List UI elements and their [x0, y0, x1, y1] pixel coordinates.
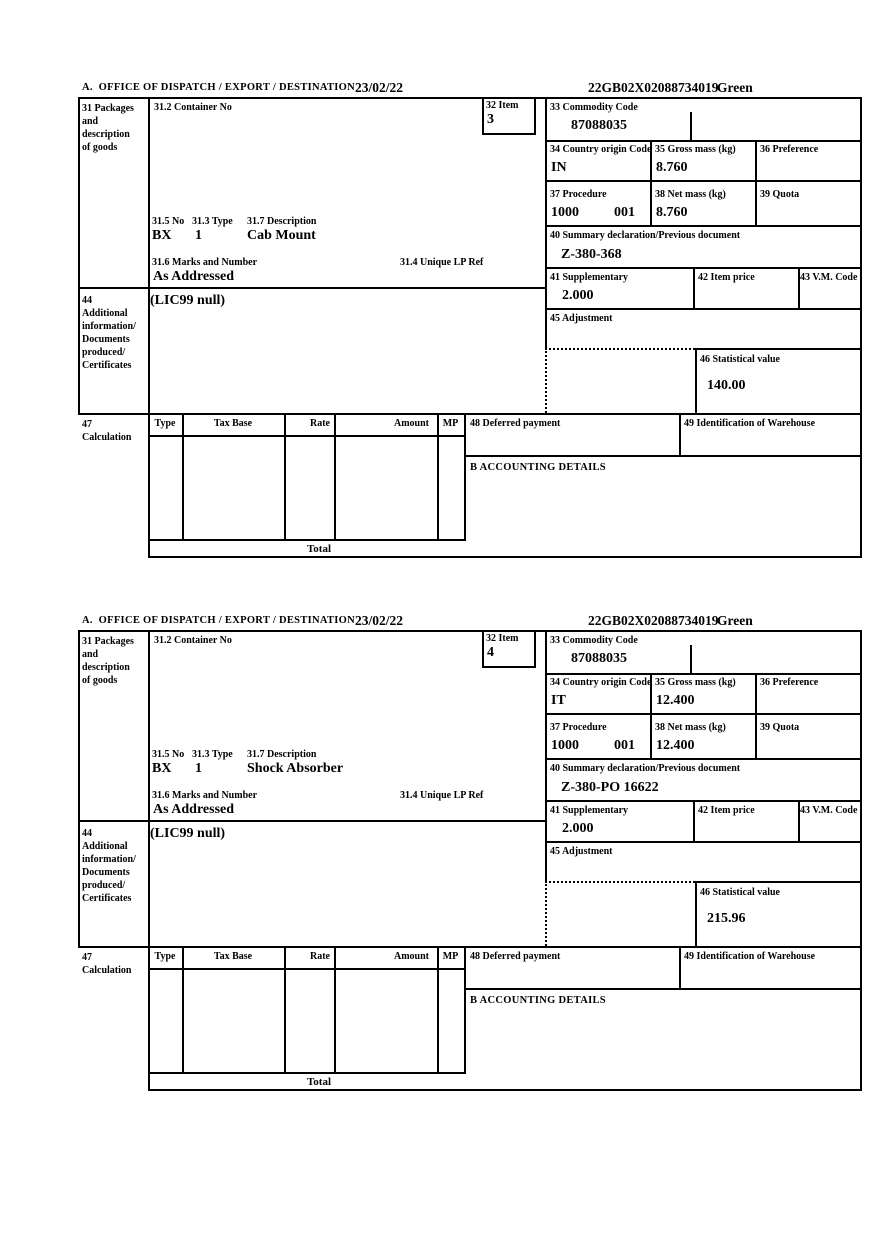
declaration-date: 23/02/22 [355, 613, 404, 628]
box49-warehouse-label: 49 Identification of Warehouse [684, 951, 816, 962]
box41-supplementary-value: 2.000 [562, 821, 594, 836]
box43-vm-code-label: 43 V.M. Code [800, 805, 858, 816]
routing-status: Green [717, 613, 753, 628]
box43-vm-code-label: 43 V.M. Code [800, 272, 858, 283]
routing-status: Green [717, 80, 753, 95]
box42-item-price-label: 42 Item price [698, 272, 755, 283]
box35-gross-mass-label: 35 Gross mass (kg) [655, 677, 736, 688]
box42-item-price-label: 42 Item price [698, 805, 755, 816]
tax-header-mp: MP [442, 951, 459, 962]
declaration-reference: 22GB02X02088734019 [588, 613, 719, 628]
box46-statistical-value: 140.00 [707, 378, 746, 393]
box35-gross-mass-value: 8.760 [656, 160, 688, 175]
box44-additional-info-label: 44 Additional information/ Documents produced/ Certificates [82, 828, 136, 904]
package-no-value: BX [152, 761, 172, 776]
box38-net-mass-label: 38 Net mass (kg) [655, 722, 726, 733]
box45-adjustment-label: 45 Adjustment [550, 313, 613, 324]
box46-statistical-value: 215.96 [707, 911, 746, 926]
box37-procedure-suffix: 001 [614, 205, 635, 220]
box38-net-mass-label: 38 Net mass (kg) [655, 189, 726, 200]
box47-calculation-label: 47 Calculation [82, 952, 132, 976]
box40-summary-declaration-label: 40 Summary declaration/Previous document [550, 230, 741, 241]
box45-adjustment-label: 45 Adjustment [550, 846, 613, 857]
box46-statistical-value-label: 46 Statistical value [700, 354, 780, 365]
box39-quota-label: 39 Quota [760, 722, 800, 733]
box37-procedure-value: 1000 [551, 205, 579, 220]
box49-warehouse-label: 49 Identification of Warehouse [684, 418, 816, 429]
box37-procedure-value: 1000 [551, 738, 579, 753]
box34-country-origin-label: 34 Country origin Code [550, 677, 652, 688]
tax-header-tax-base: Tax Base [213, 951, 253, 962]
box33-commodity-code-label: 33 Commodity Code [550, 102, 638, 113]
box31-packages-label: 31 Packages and description of goods [82, 103, 134, 153]
tax-header-mp: MP [442, 418, 459, 429]
box31-7-description-label: 31.7 Description [247, 216, 317, 227]
box31-2-container-no-label: 31.2 Container No [154, 635, 232, 646]
box47-calculation-label: 47 Calculation [82, 419, 132, 443]
box33-commodity-code-label: 33 Commodity Code [550, 635, 638, 646]
package-type-value: 1 [195, 761, 202, 776]
goods-description-value: Shock Absorber [247, 761, 344, 776]
accounting-details-label: B ACCOUNTING DETAILS [470, 462, 606, 473]
tax-header-type: Type [154, 951, 176, 962]
box32-item-number: 4 [487, 645, 494, 660]
box48-deferred-payment-label: 48 Deferred payment [470, 951, 561, 962]
box41-supplementary-label: 41 Supplementary [550, 272, 629, 283]
box34-country-origin-value: IT [551, 693, 566, 708]
tax-header-tax-base: Tax Base [213, 418, 253, 429]
box31-2-container-no-label: 31.2 Container No [154, 102, 232, 113]
box34-country-origin-label: 34 Country origin Code [550, 144, 652, 155]
tax-header-amount: Amount [393, 951, 429, 962]
office-of-dispatch-label: A. OFFICE OF DISPATCH / EXPORT / DESTINATION [82, 615, 356, 626]
declaration-date: 23/02/22 [355, 80, 404, 95]
box31-7-description-label: 31.7 Description [247, 749, 317, 760]
box48-deferred-payment-label: 48 Deferred payment [470, 418, 561, 429]
box32-item-label: 32 Item [486, 633, 519, 644]
box37-procedure-label: 37 Procedure [550, 189, 607, 200]
sad-continuation-form-item-4 [78, 613, 862, 1091]
box35-gross-mass-value: 12.400 [656, 693, 695, 708]
declaration-reference: 22GB02X02088734019 [588, 80, 719, 95]
box38-net-mass-value: 8.760 [656, 205, 688, 220]
box31-5-no-label: 31.5 No [152, 749, 185, 760]
box31-packages-label: 31 Packages and description of goods [82, 636, 134, 686]
tax-total-label: Total [306, 1076, 332, 1088]
box38-net-mass-value: 12.400 [656, 738, 695, 753]
box40-previous-document-value: Z-380-368 [561, 247, 622, 262]
box41-supplementary-label: 41 Supplementary [550, 805, 629, 816]
marks-value: As Addressed [153, 269, 235, 284]
sad-continuation-form-item-3 [78, 80, 862, 558]
goods-description-value: Cab Mount [247, 228, 316, 243]
marks-value: As Addressed [153, 802, 235, 817]
box41-supplementary-value: 2.000 [562, 288, 594, 303]
box36-preference-label: 36 Preference [760, 677, 819, 688]
box32-item-label: 32 Item [486, 100, 519, 111]
box40-summary-declaration-label: 40 Summary declaration/Previous document [550, 763, 741, 774]
office-of-dispatch-label: A. OFFICE OF DISPATCH / EXPORT / DESTINATION [82, 82, 356, 93]
package-no-value: BX [152, 228, 172, 243]
tax-total-label: Total [306, 543, 332, 555]
package-type-value: 1 [195, 228, 202, 243]
box32-item-number: 3 [487, 112, 494, 127]
box31-4-unique-lp-label: 31.4 Unique LP Ref [400, 257, 484, 268]
box33-commodity-code-value: 87088035 [571, 118, 627, 133]
box31-3-type-label: 31.3 Type [192, 216, 233, 227]
box37-procedure-label: 37 Procedure [550, 722, 607, 733]
box35-gross-mass-label: 35 Gross mass (kg) [655, 144, 736, 155]
box44-additional-info-value: (LIC99 null) [150, 826, 226, 841]
box46-statistical-value-label: 46 Statistical value [700, 887, 780, 898]
box37-procedure-suffix: 001 [614, 738, 635, 753]
tax-header-rate: Rate [310, 951, 330, 962]
box31-4-unique-lp-label: 31.4 Unique LP Ref [400, 790, 484, 801]
box36-preference-label: 36 Preference [760, 144, 819, 155]
box40-previous-document-value: Z-380-PO 16622 [561, 780, 659, 795]
box31-6-marks-label: 31.6 Marks and Number [152, 790, 258, 801]
box31-6-marks-label: 31.6 Marks and Number [152, 257, 258, 268]
box33-commodity-code-value: 87088035 [571, 651, 627, 666]
box34-country-origin-value: IN [551, 160, 567, 175]
box44-additional-info-value: (LIC99 null) [150, 293, 226, 308]
tax-header-rate: Rate [310, 418, 330, 429]
box44-additional-info-label: 44 Additional information/ Documents produced/ Certificates [82, 295, 136, 371]
tax-header-type: Type [154, 418, 176, 429]
accounting-details-label: B ACCOUNTING DETAILS [470, 995, 606, 1006]
tax-header-amount: Amount [393, 418, 429, 429]
box31-3-type-label: 31.3 Type [192, 749, 233, 760]
box31-5-no-label: 31.5 No [152, 216, 185, 227]
box39-quota-label: 39 Quota [760, 189, 800, 200]
